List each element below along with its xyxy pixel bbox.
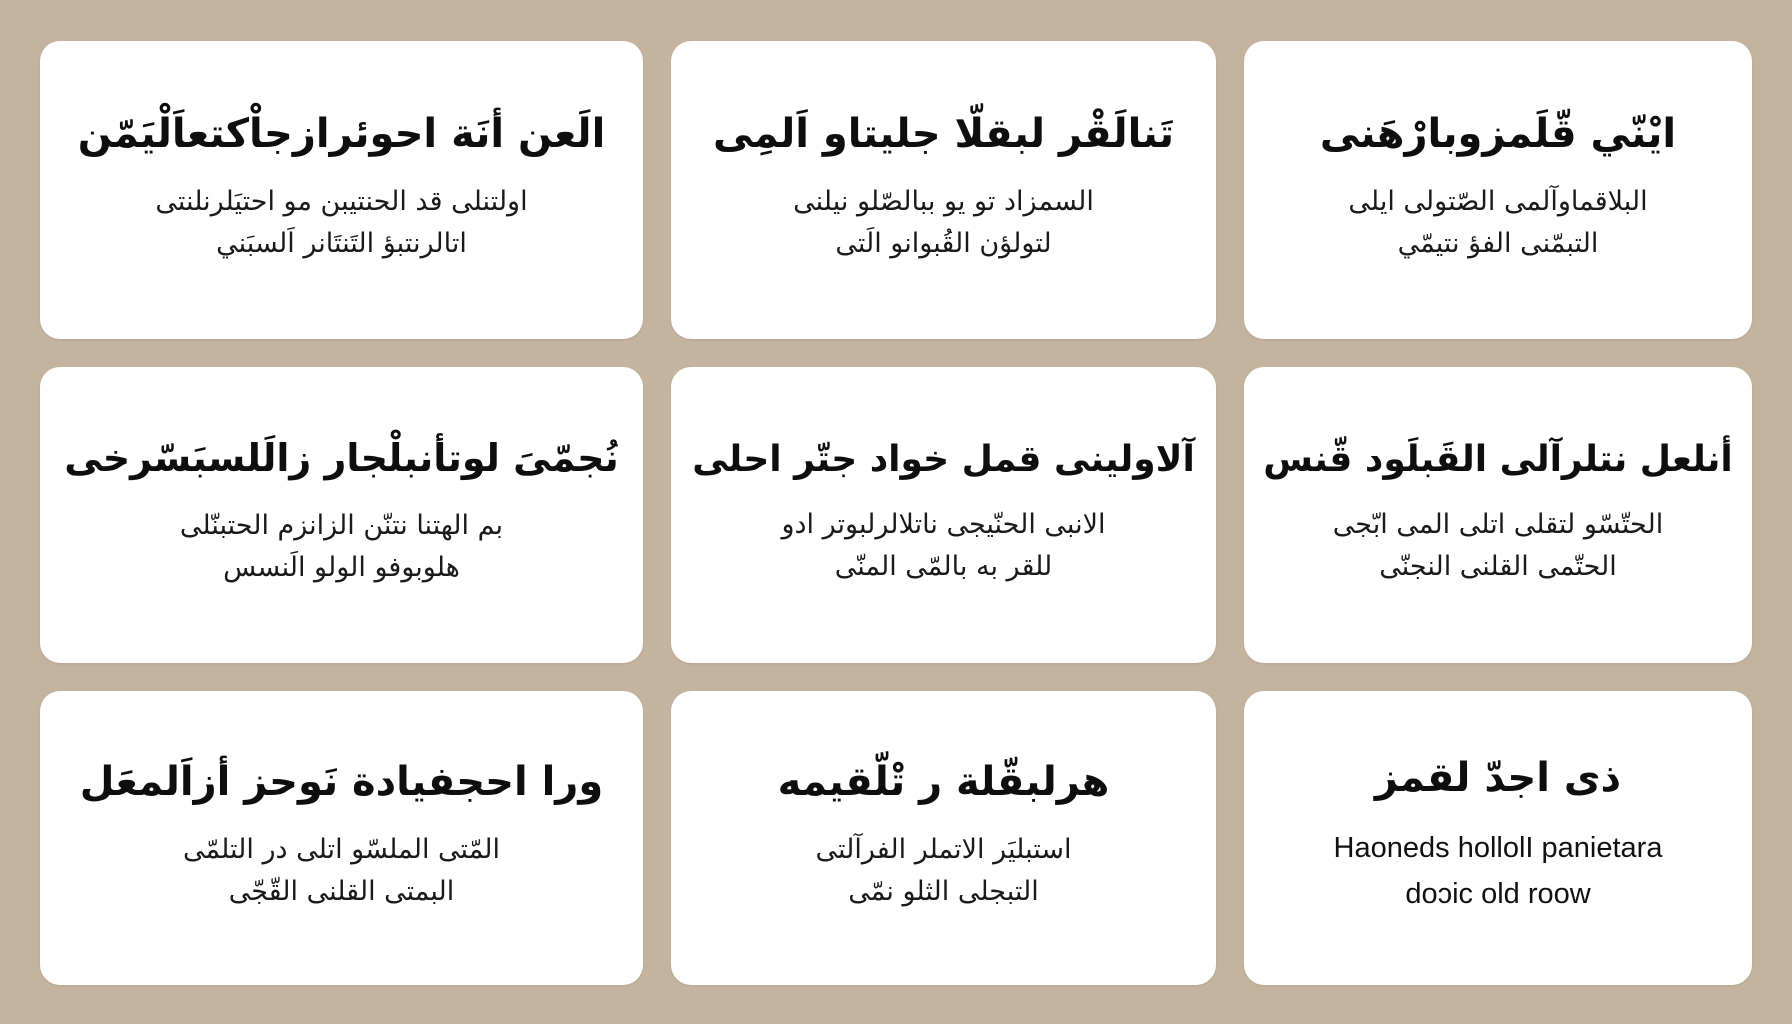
text-card-2	[671, 41, 1216, 339]
text-card-7	[40, 691, 643, 985]
card-line-1: المّتى الملسّو اتلى در التلمّى	[182, 834, 501, 866]
card-line-2: البمتى القلنى القّجّى	[228, 876, 455, 907]
card-line-1: الحتّسّو لتقلى اتلى المى ابّجى	[1332, 508, 1664, 540]
card-line-2: للقر به بالمّى المنّى	[834, 550, 1053, 582]
card-title: ايْنّي قّلَمزوبارْهَنى	[1319, 111, 1677, 158]
card-title: آلاولينى قمل خواد جتّر احلى	[692, 438, 1195, 480]
card-line-2: هلوبوفو الولو الَنسس	[223, 551, 460, 583]
card-title: نُجمّىَ لوتأنبلْجار زالَلسبَسّرخى	[64, 436, 619, 481]
card-line-2: doɔic old roow	[1405, 878, 1591, 910]
card-line-2: اتالرنتبؤ التَنتَانر اَلسبَني	[216, 228, 467, 259]
card-title: هرلبقّلة ر تْلّقيمه	[777, 759, 1110, 806]
text-card-3	[1244, 41, 1752, 339]
card-line-1: استبليَر الاتملر الفرآلتى	[815, 834, 1072, 866]
text-card-9	[1244, 691, 1752, 985]
card-line-1: الانبى الحنّيجى ناتلالرلبوتر ادو	[781, 508, 1106, 540]
text-card-8	[671, 691, 1216, 985]
card-line-2: لتولؤن القُبوانو الَتى	[835, 228, 1052, 259]
card-title: ورا احجفيادة نَوحز أزاَلمعَل	[79, 759, 604, 806]
card-line-1: السمزاد تو يو ببالصّلو نيلنى	[793, 186, 1094, 218]
card-line-1: Haoneds hollolI panietara	[1333, 831, 1663, 864]
card-line-1: البلاقماوآلمى الصّتولى ايلى	[1348, 186, 1648, 218]
card-title: ذى اجدّ لقمز	[1374, 754, 1622, 801]
card-title: الَعن أنَة احوئرازجاْكتعاَلْيَمّن	[77, 111, 606, 158]
text-card-1	[40, 41, 643, 339]
card-title: أنلعل نتلرآلى القَبلَود قّنس	[1263, 438, 1733, 480]
card-line-1: بم الهتنا نتنّن الزانزم الحتبنّلى	[179, 509, 504, 541]
card-line-1: اولتنلى قد الحنتيبن مو احتيَلرنلنتى	[155, 186, 528, 218]
text-card-4	[40, 367, 643, 663]
card-title: تَنالَقْر لبقلّا جليتاو اَلمِى	[712, 111, 1175, 158]
card-line-2: الحتّمى القلنى النجنّى	[1379, 550, 1617, 582]
card-line-2: التبمّنى الفؤ نتيمّي	[1397, 228, 1599, 259]
text-card-5	[671, 367, 1216, 663]
card-line-2: التبجلى الثلو نمّى	[848, 876, 1039, 907]
text-card-6	[1244, 367, 1752, 663]
